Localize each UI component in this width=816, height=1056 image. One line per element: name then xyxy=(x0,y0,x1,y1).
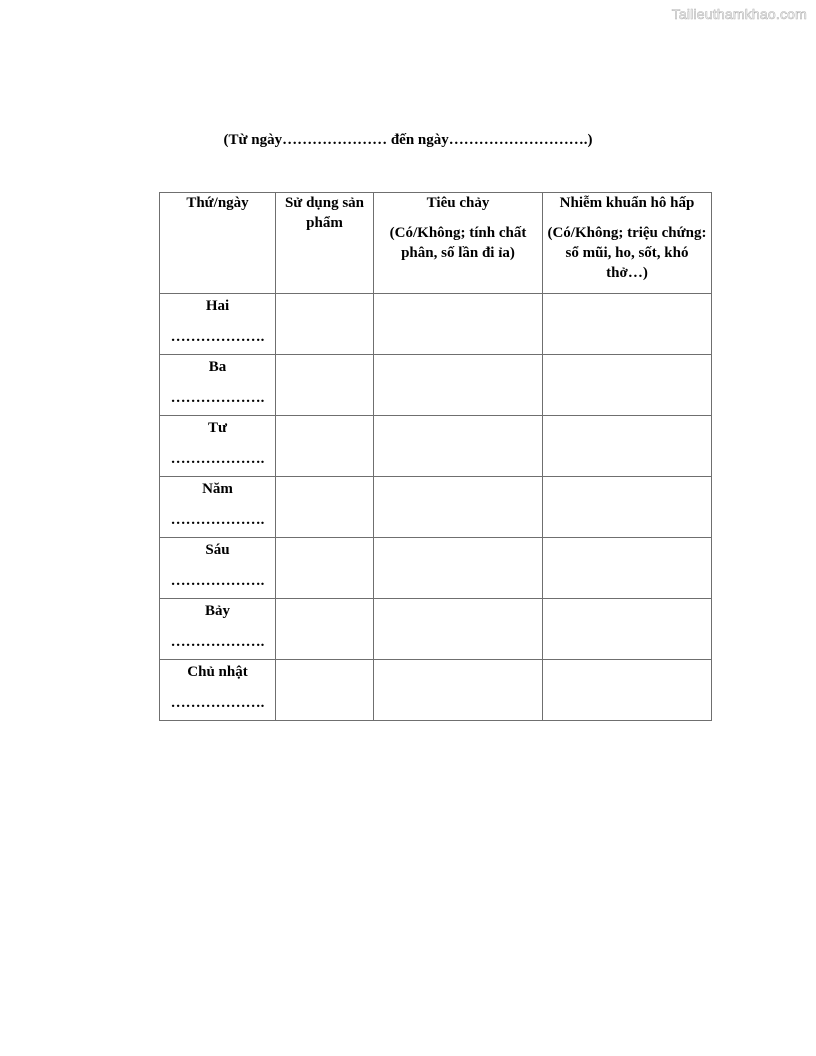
header-diarrhea-label: Tiêu chảy xyxy=(426,195,490,211)
header-respiratory xyxy=(543,193,712,294)
product-cell[interactable] xyxy=(276,599,374,660)
header-product xyxy=(276,193,374,294)
date-blank[interactable]: ………………. xyxy=(170,390,265,406)
product-cell[interactable] xyxy=(276,416,374,477)
day-name: Bảy xyxy=(204,603,230,619)
header-day-label: Thứ/ngày xyxy=(186,195,249,211)
day-name: Chủ nhật xyxy=(187,664,248,680)
date-range-line: (Từ ngày………………… đến ngày……………………….) xyxy=(223,132,593,148)
day-cell xyxy=(160,477,276,538)
header-day xyxy=(160,193,276,294)
table-row xyxy=(160,599,712,660)
table-row xyxy=(160,416,712,477)
table-row xyxy=(160,660,712,721)
diarrhea-cell[interactable] xyxy=(374,660,543,721)
table-row xyxy=(160,477,712,538)
day-cell xyxy=(160,355,276,416)
product-cell[interactable] xyxy=(276,294,374,355)
respiratory-cell[interactable] xyxy=(543,355,712,416)
diarrhea-cell[interactable] xyxy=(374,355,543,416)
date-blank[interactable]: ………………. xyxy=(170,634,265,650)
date-blank[interactable]: ………………. xyxy=(170,695,265,711)
date-blank[interactable]: ………………. xyxy=(170,512,265,528)
header-respiratory-note: (Có/Không; triệu chứng: sổ mũi, ho, sốt, khó thở…) xyxy=(547,225,707,281)
day-cell xyxy=(160,599,276,660)
day-name: Ba xyxy=(208,359,227,375)
diarrhea-cell[interactable] xyxy=(374,477,543,538)
product-cell[interactable] xyxy=(276,660,374,721)
table-row xyxy=(160,355,712,416)
day-name: Tư xyxy=(207,420,227,436)
date-blank[interactable]: ………………. xyxy=(170,573,265,589)
header-diarrhea xyxy=(374,193,543,294)
date-blank[interactable]: ………………. xyxy=(170,329,265,345)
table-header-row xyxy=(160,193,712,294)
respiratory-cell[interactable] xyxy=(543,538,712,599)
diarrhea-cell[interactable] xyxy=(374,538,543,599)
respiratory-cell[interactable] xyxy=(543,477,712,538)
diarrhea-cell[interactable] xyxy=(374,294,543,355)
table-row xyxy=(160,538,712,599)
diarrhea-cell[interactable] xyxy=(374,599,543,660)
watermark: Tailieuthamkhao.com xyxy=(671,6,807,22)
table-row xyxy=(160,294,712,355)
product-cell[interactable] xyxy=(276,538,374,599)
respiratory-cell[interactable] xyxy=(543,599,712,660)
day-cell xyxy=(160,416,276,477)
date-blank[interactable]: ………………. xyxy=(170,451,265,467)
day-name: Năm xyxy=(202,481,233,497)
day-cell xyxy=(160,538,276,599)
day-name: Hai xyxy=(205,298,230,314)
product-cell[interactable] xyxy=(276,477,374,538)
header-product-label: Sử dụng sản phẩm xyxy=(284,195,365,231)
product-cell[interactable] xyxy=(276,355,374,416)
daily-log-table xyxy=(159,192,712,721)
respiratory-cell[interactable] xyxy=(543,416,712,477)
header-diarrhea-note: (Có/Không; tính chất phân, số lần đi ỉa) xyxy=(389,225,527,261)
diarrhea-cell[interactable] xyxy=(374,416,543,477)
day-cell xyxy=(160,294,276,355)
respiratory-cell[interactable] xyxy=(543,660,712,721)
day-name: Sáu xyxy=(205,542,230,558)
day-cell xyxy=(160,660,276,721)
header-respiratory-label: Nhiễm khuẩn hô hấp xyxy=(559,195,695,211)
respiratory-cell[interactable] xyxy=(543,294,712,355)
